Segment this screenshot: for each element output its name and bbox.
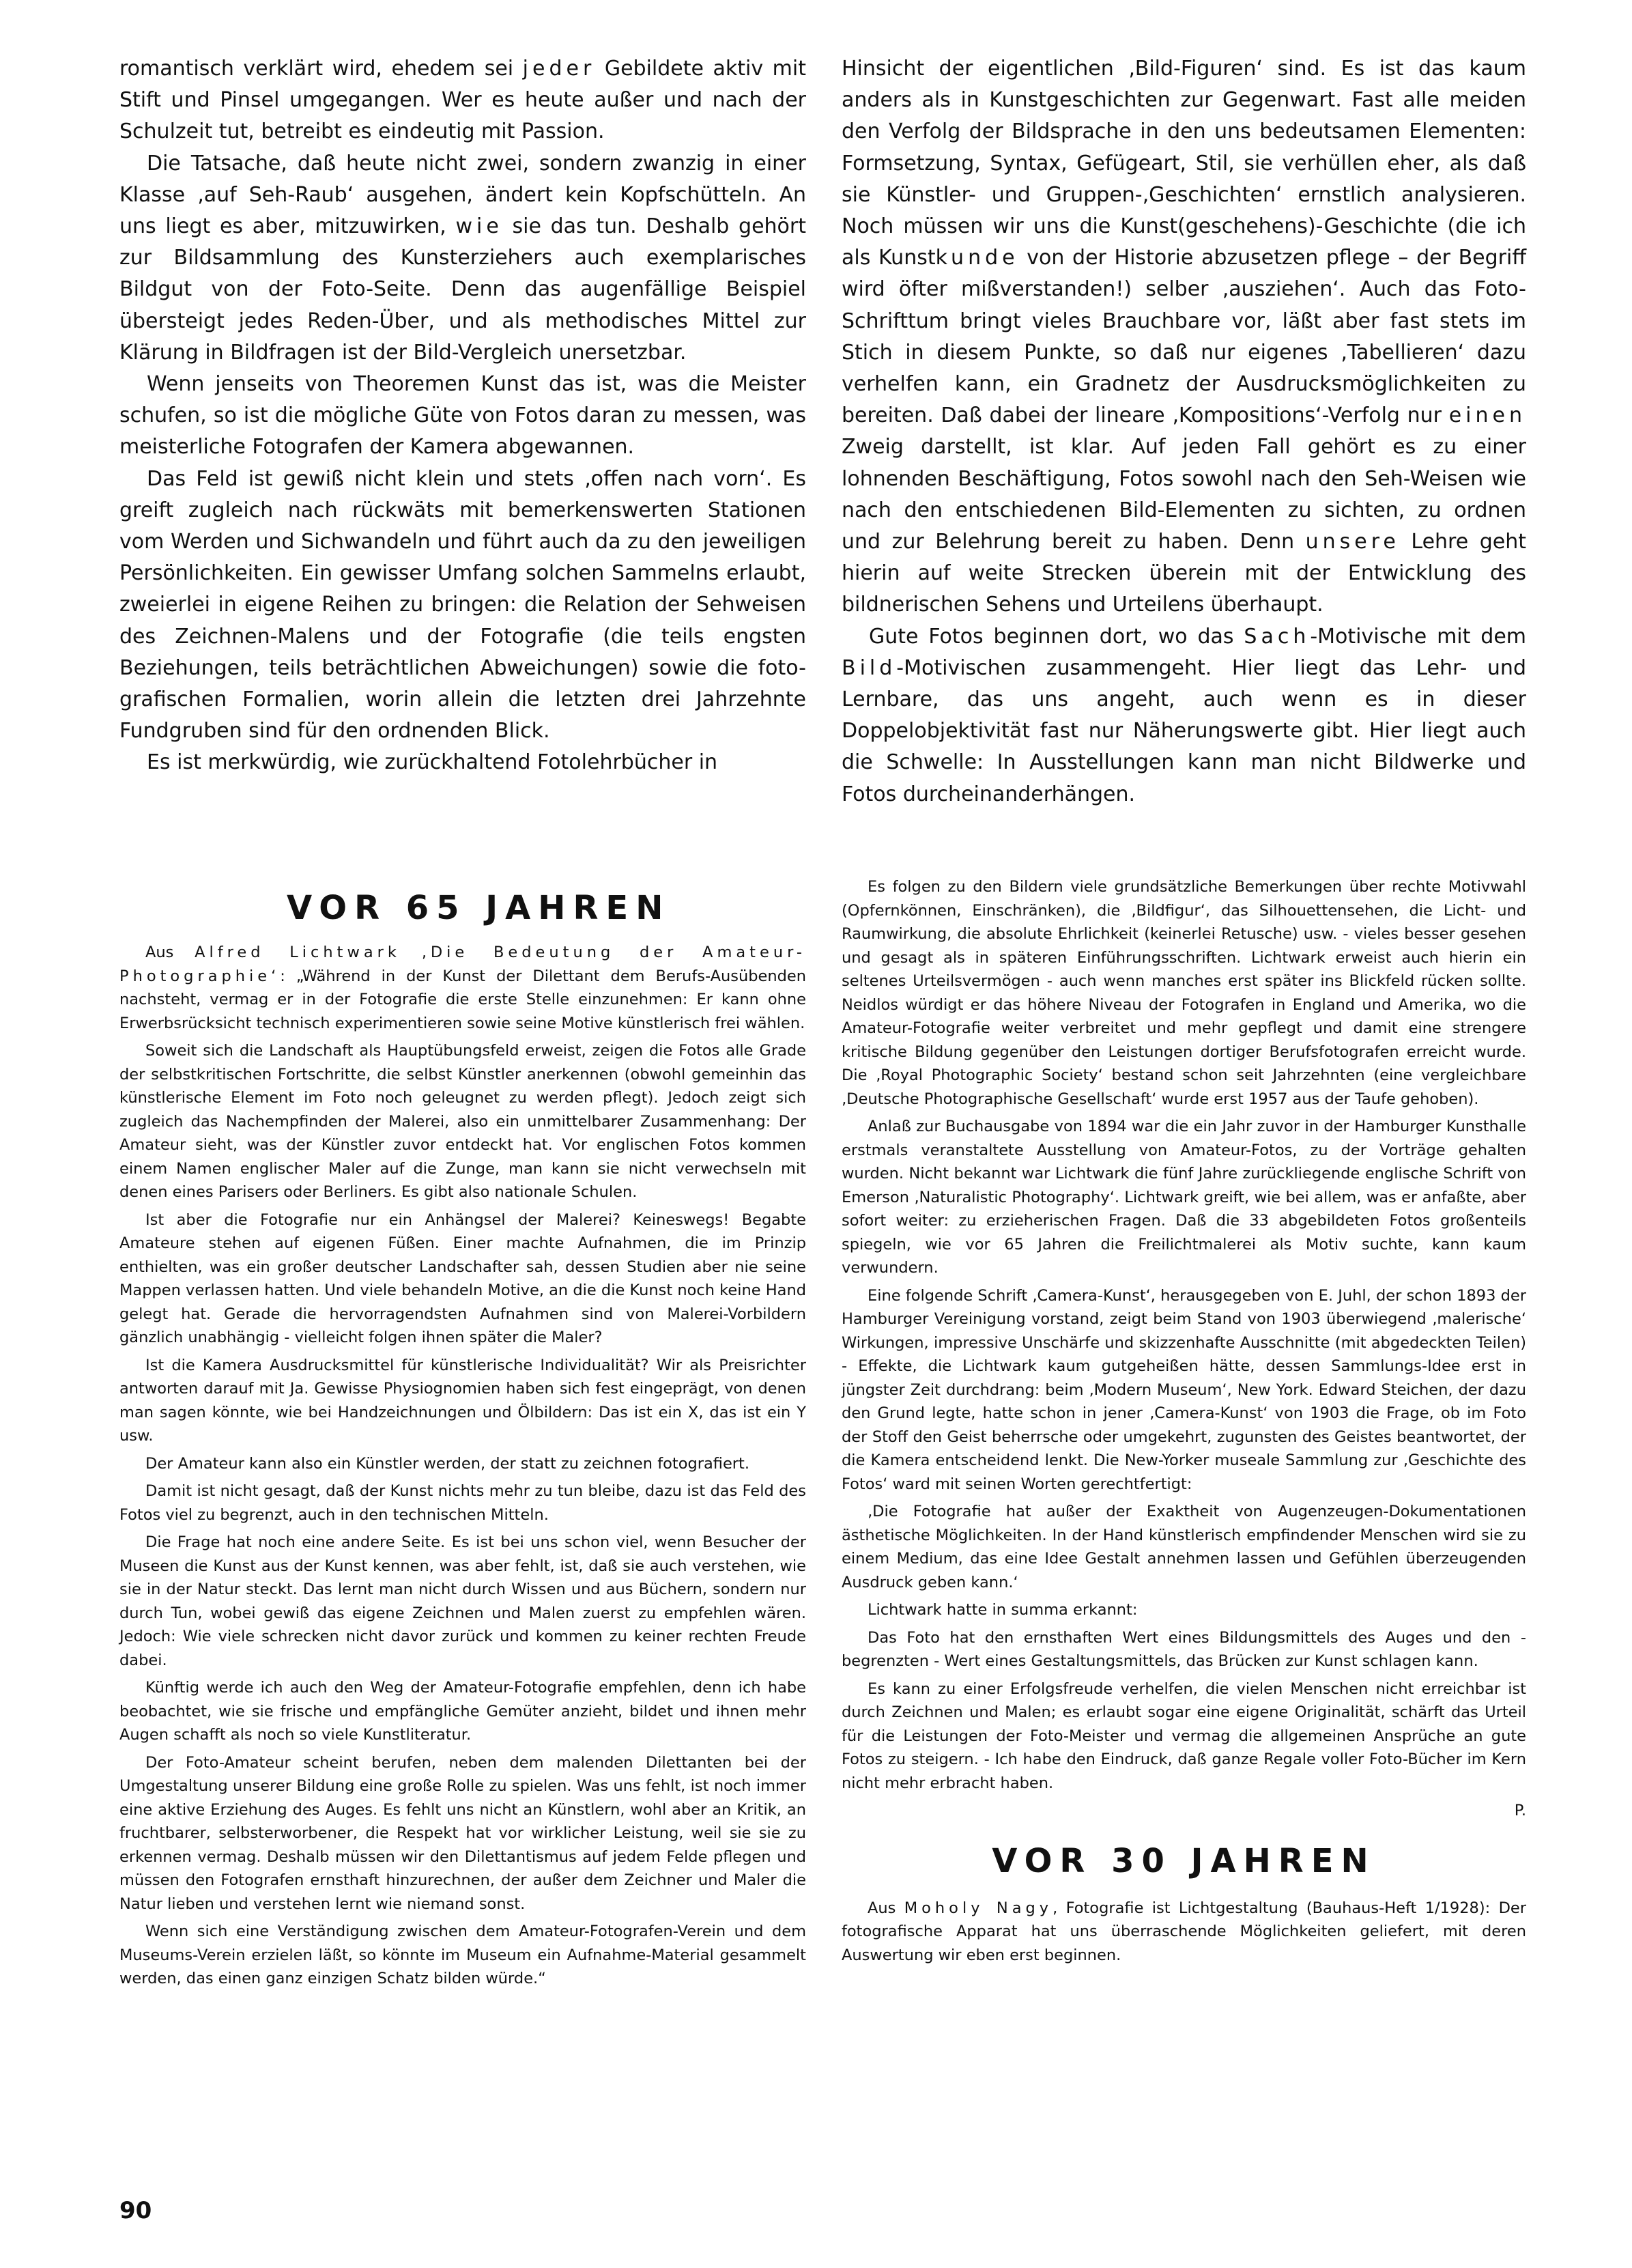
paragraph: Hinsicht der eigentlichen ‚Bild-Figuren‘ sind. Es ist das kaum anders als in Kunstgeschichten zur Gegenwart. Fast alle meiden den Verfolg der Bildsprache in den uns bedeutsamen Elementen: Formsetzung, Syntax, Gefügeart, Stil, sie verhüllen eher, als daß sie Künstler- und Gruppen-‚Geschichten‘ ernstlich analysieren. Noch müssen wir uns die Kunst(geschehens)-Geschichte (die ich als Kunstkunde von der Historie abzusetzen pflege – der Begriff wird öfter mißverstanden!) selber ‚ausziehen‘. Auch das Foto-Schrifttum bringt vieles Brauchbare vor, läßt aber fast stets im Stich in diesem Punkte, so daß nur eigenes ‚Tabellieren‘ dazu verhelfen kann, ein Gradnetz der Ausdrucksmöglichkeiten zu bereiten. Daß dabei der lineare ‚Kompositions‘-Verfolg nur einen Zweig darstellt, ist klar. Auf jeden Fall gehört es zu einer lohnenden Beschäftigung, Fotos sowohl nach den Seh-Weisen wie nach den entschiedenen Bild-Elementen zu sichten, zu ordnen und zur Belehrung bereit zu haben. Denn unsere Lehre geht hierin auf weite Strecken überein mit der Entwicklung des bildnerischen Sehens und Urteilens überhaupt. (842, 57, 1526, 617)
lower-right-column (842, 875, 1526, 1971)
paragraph: Es folgen zu den Bildern viele grundsätzliche Bemerkungen über rechte Motivwahl (Opfernkönnen, Einschränken), die ‚Bildfigur‘, das Silhouettensehen, die Licht- und Raumwirkung, die absolute Ehrlichkeit (keinerlei Retusche) usw. - vieles besser gesehen und gesagt als in späteren Einführungsschriften. Lichtwark erweist auch hierin ein seltenes Urteilsvermögen - auch wenn manches erst später ins Blickfeld rücken sollte. Neidlos würdigt er das höhere Niveau der Fotografen in England und Amerika, wo die Amateur-Fotografie weiter verbreitet und mehr gepflegt und damit eine strengere kritische Bildung gegenüber den Leistungen dortiger Berufsfotografen erreicht wurde. Die ‚Royal Photographic Society‘ bestand schon seit Jahrzehnten (eine vergleichbare ‚Deutsche Photographische Gesellschaft‘ wurde erst 1957 aus der Taufe gehoben). (842, 878, 1526, 1108)
paragraph: Künftig werde ich auch den Weg der Amateur-Fotografie empfehlen, denn ich habe beobachtet, wie sie frische und empfängliche Gemüter anzieht, bildet und ihnen mehr Augen schafft als noch so viele Kunstliteratur. (119, 1679, 806, 1744)
emphasis: Sach (1244, 624, 1311, 649)
paragraph: Aus Alfred Lichtwark ‚Die Bedeutung der Amateur-Photographie‘: „Während in der Kunst der Dilettant dem Berufs-Ausübenden nachsteht, vermag er in der Fotografie die erste Stelle einzunehmen: Er kann ohne Erwerbsrücksicht technisch experimentieren sowie seine Motive künstlerisch frei wählen. (119, 944, 807, 1032)
paragraph: Ist aber die Fotografie nur ein Anhängsel der Malerei? Keineswegs! Begabte Amateure stehen auf eigenen Füßen. Einer machte Aufnahmen, die im Prinzip enthielten, was ein großer deutscher Landschafter sah, dessen Studien aber nie seine Mappen verlassen hatten. Und viele behandeln Motive, an die die Kunst noch keine Hand gelegt hat. Gerade die hervorragendsten Aufnahmen sind von Malerei-Vorbildern gänzlich unabhängig - vielleicht folgen ihnen später die Maler? (119, 1210, 806, 1346)
paragraph: Eine folgende Schrift ‚Camera-Kunst‘, herausgegeben von E. Juhl, der schon 1893 der Hamburger Vereinigung vorstand, zeigt beim Stand von 1903 überwiegend ‚malerische‘ Wirkungen, impressive Unschärfe und skizzenhafte Ausschnitte (mit abgedeckten Teilen) - Effekte, die Lichtwark kaum gutgeheißen hätte, dessen Sammlungs-Idee erst in jüngster Zeit durchdrang: beim ‚Modern Museum‘, New York. Edward Steichen, der dazu den Grund legte, hatte schon in jener ‚Camera-Kunst‘ von 1903 die Frage, ob im Foto der Stoff den Geist beherrsche oder umgekehrt, zugunsten des Geistes beantwortet, der die Kamera entscheidend lenkt. Die New-Yorker museale Sammlung zur ‚Geschichte des Fotos‘ ward mit seinen Worten gerechtfertigt: (842, 1286, 1526, 1493)
emphasis: Alfred Lichtwark (195, 944, 401, 961)
lower-right-text (842, 875, 1526, 1795)
signature: P. (1514, 1802, 1526, 1819)
paragraph: Es kann zu einer Erfolgsfreude verhelfen, die vielen Menschen nicht erreichbar ist durch Zeichnen und Malen; es erlaubt sogar eine eigene Originalität, schärft das Urteil für die Leistungen der Foto-Meister und vermag die allgemeinen Ansprüche an gute Fotos zu steigern. - Ich habe den Eindruck, daß ganze Regale voller Foto-Bücher im Kern nicht mehr erbracht haben. (842, 1679, 1526, 1792)
paragraph: Das Feld ist gewiß nicht klein und stets ‚offen nach vorn‘. Es greift zugleich nach rückwäts mit bemerkenswerten Stationen vom Werden und Sichwandeln und führt auch da zu den jeweiligen Persönlichkeiten. Ein gewisser Umfang solchen Sammelns erlaubt, zweierlei in eigene Reihen zu bringen: die Relation der Sehweisen des Zeichnen-Malens und der Fotografie (die teils engsten Beziehungen, teils beträchtlichen Abweichungen) sowie die foto-grafischen Formalien, worin allein die letzten drei Jahrzehnte Fundgruben sind für den ordnenden Blick. (119, 466, 806, 743)
paragraph: Das Foto hat den ernsthaften Wert eines Bildungsmittels des Auges und den - begrenzten - Wert eines Gestaltungsmittels, das Brücken zur Kunst schlagen kann. (842, 1628, 1526, 1670)
moholy-nagy-quote (842, 1897, 1526, 1968)
paragraph: Die Tatsache, daß heute nicht zwei, sondern zwanzig in einer Klasse ‚auf Seh-Raub‘ ausgehen, ändert kein Kopfschütteln. An uns liegt es aber, mitzuwirken, wie sie das tun. Deshalb gehört zur Bildsammlung des Kunsterziehers auch exemplarisches Bildgut von der Foto-Seite. Denn das augenfällige Beispiel übersteigt jedes Reden-Über, und als methodisches Mittel zur Klärung in Bildfragen ist der Bild-Vergleich unersetzbar. (119, 151, 806, 365)
paragraph: Damit ist nicht gesagt, daß der Kunst nichts mehr zu tun bleibe, dazu ist das Feld des Fotos viel zu begrenzt, auch in den technischen Mitteln. (119, 1482, 806, 1524)
emphasis: wie (455, 214, 503, 239)
paragraph: Der Foto-Amateur scheint berufen, neben dem malenden Dilettanten bei der Umgestaltung unserer Bildung eine große Rolle zu spielen. Was uns fehlt, ist noch immer eine aktive Erziehung des Auges. Es fehlt uns nicht an Künstlern, wohl aber an Kritik, an fruchtbarer, selbsterworbener, die Respekt hat vor wirklicher Leistung, weil sie sie zu erkennen vermag. Deshalb müssen wir den Dilettantismus auf jedem Felde pflegen und müssen den Fotografen ernsthaft hinzurechnen, der außer dem Zeichner und Maler die Natur lieben und verstehen lernt wie niemand sonst. (119, 1753, 806, 1913)
heading-vor-30-jahren: VOR 30 JAHREN (992, 1841, 1376, 1880)
emphasis: ‚Die Bedeutung der Amateur-Photographie‘ (119, 944, 807, 985)
paragraph: Wenn sich eine Verständigung zwischen dem Amateur-Fotografen-Verein und dem Museums-Verein erzielen läßt, so könnte im Museum ein Aufnahme-Material gesammelt werden, das einen ganz einzigen Schatz bilden würde.“ (119, 1923, 806, 1987)
top-right-column (842, 53, 1526, 810)
paragraph: Ist die Kamera Ausdrucksmittel für künstlerische Individualität? Wir als Preisrichter antworten darauf mit Ja. Gewisse Physiognomien haben sich fest eingeprägt, von denen man sagen könnte, wie bei Handzeichnungen und Ölbildern: Das ist ein X, das ist ein Y usw. (119, 1356, 806, 1445)
page-number: 90 (119, 2197, 152, 2224)
emphasis: jeder (522, 57, 596, 81)
paragraph: Wenn jenseits von Theoremen Kunst das ist, was die Meister schufen, so ist die mögliche Güte von Fotos daran zu messen, was meisterliche Fotografen der Kamera abgewannen. (119, 372, 806, 459)
paragraph: Die Frage hat noch eine andere Seite. Es ist bei uns schon viel, wenn Besucher der Museen die Kunst aus der Kunst kennen, was aber fehlt, ist, daß sie auch verstehen, wie sie in der Natur steckt. Das lernt man nicht durch Wissen und aus Büchern, sondern nur durch Tun, wobei gewiß das eigene Zeichnen und Malen zuerst zu empfehlen wären. Jedoch: Wie viele schrecken nicht davor zurück und kommen zu keiner rechten Freude dabei. (119, 1533, 806, 1669)
paragraph: Soweit sich die Landschaft als Hauptübungsfeld erweist, zeigen die Fotos alle Grade der selbstkritischen Fortschritte, die selbst Künstler anerkennen (obwohl gemeinhin das künstlerische Element im Foto noch geleugnet zu werden pflegt). Jedoch zeigt sich zugleich das Nachempfinden der Malerei, also ein unmittelbarer Zusammenhang: Der Amateur sieht, was der Künstler zuvor entdeckt hat. Vor englischen Fotos kommen einem Namen englischer Maler auf die Zunge, man kann sie nicht verwechseln mit denen eines Parisers oder Berliners. Es gibt also nationale Schulen. (119, 1042, 806, 1201)
lower-left-column (119, 941, 806, 1995)
paragraph: Es ist merkwürdig, wie zurückhaltend Fotolehrbücher in (147, 750, 718, 775)
emphasis: Moholy Nagy (904, 1899, 1053, 1917)
paragraph: Aus Moholy Nagy, Fotografie ist Lichtgestaltung (Bauhaus-Heft 1/1928): Der fotografische Apparat hat uns überraschende Möglichkeiten geliefert, mit deren Auswertung wir eben erst beginnen. (842, 1899, 1527, 1964)
top-left-column (119, 53, 806, 779)
paragraph: Anlaß zur Buchausgabe von 1894 war die ein Jahr zuvor in der Hamburger Kunsthalle erstmals veranstaltete Ausstellung von Amateur-Fotos, zu der Vorträge gehalten wurden. Nicht bekannt war Lichtwark die fünf Jahre zurückliegende englische Schrift von Emerson ‚Naturalistic Photography‘. Lichtwark greift, wie bei allem, was er anfaßte, aber sofort weiter: zu erzieherischen Fragen. Daß die 33 abgebildeten Fotos großenteils spiegeln, wie vor 65 Jahren die Freilichtmalerei als Motiv suchte, kann kaum verwundern. (842, 1118, 1526, 1277)
emphasis: unsere (1305, 530, 1400, 554)
paragraph: romantisch verklärt wird, ehedem sei jeder Gebildete aktiv mit Stift und Pinsel umgegangen. Wer es heute außer und nach der Schulzeit tut, betreibt es eindeutig mit Passion. (119, 57, 806, 144)
paragraph: Lichtwark hatte in summa erkannt: (868, 1601, 1138, 1619)
heading-vor-65-jahren: VOR 65 JAHREN (287, 889, 671, 927)
emphasis: kunde (935, 246, 1019, 270)
paragraph: ‚Die Fotografie hat außer der Exaktheit von Augenzeugen-Dokumentationen ästhetische Möglichkeiten. In der Hand künstlerisch empfindender Menschen wird sie zu einem Medium, das eine Idee Gestalt annehmen lassen und Gefühlen überzeugenden Ausdruck geben kann.‘ (842, 1503, 1526, 1591)
paragraph: Der Amateur kann also ein Künstler werden, der statt zu zeichnen fotografiert. (145, 1454, 750, 1473)
emphasis: einen (1448, 403, 1526, 428)
emphasis: Bild (842, 655, 897, 680)
paragraph: Gute Fotos beginnen dort, wo das Sach-Motivische mit dem Bild-Motivischen zusammengeht. Hier liegt das Lehr- und Lernbare, das uns angeht, auch wenn es in dieser Doppelobjektivität fast nur Näherungswerte gibt. Hier liegt auch die Schwelle: In Ausstellungen kann man nicht Bildwerke und Fotos durcheinanderhängen. (842, 624, 1526, 806)
